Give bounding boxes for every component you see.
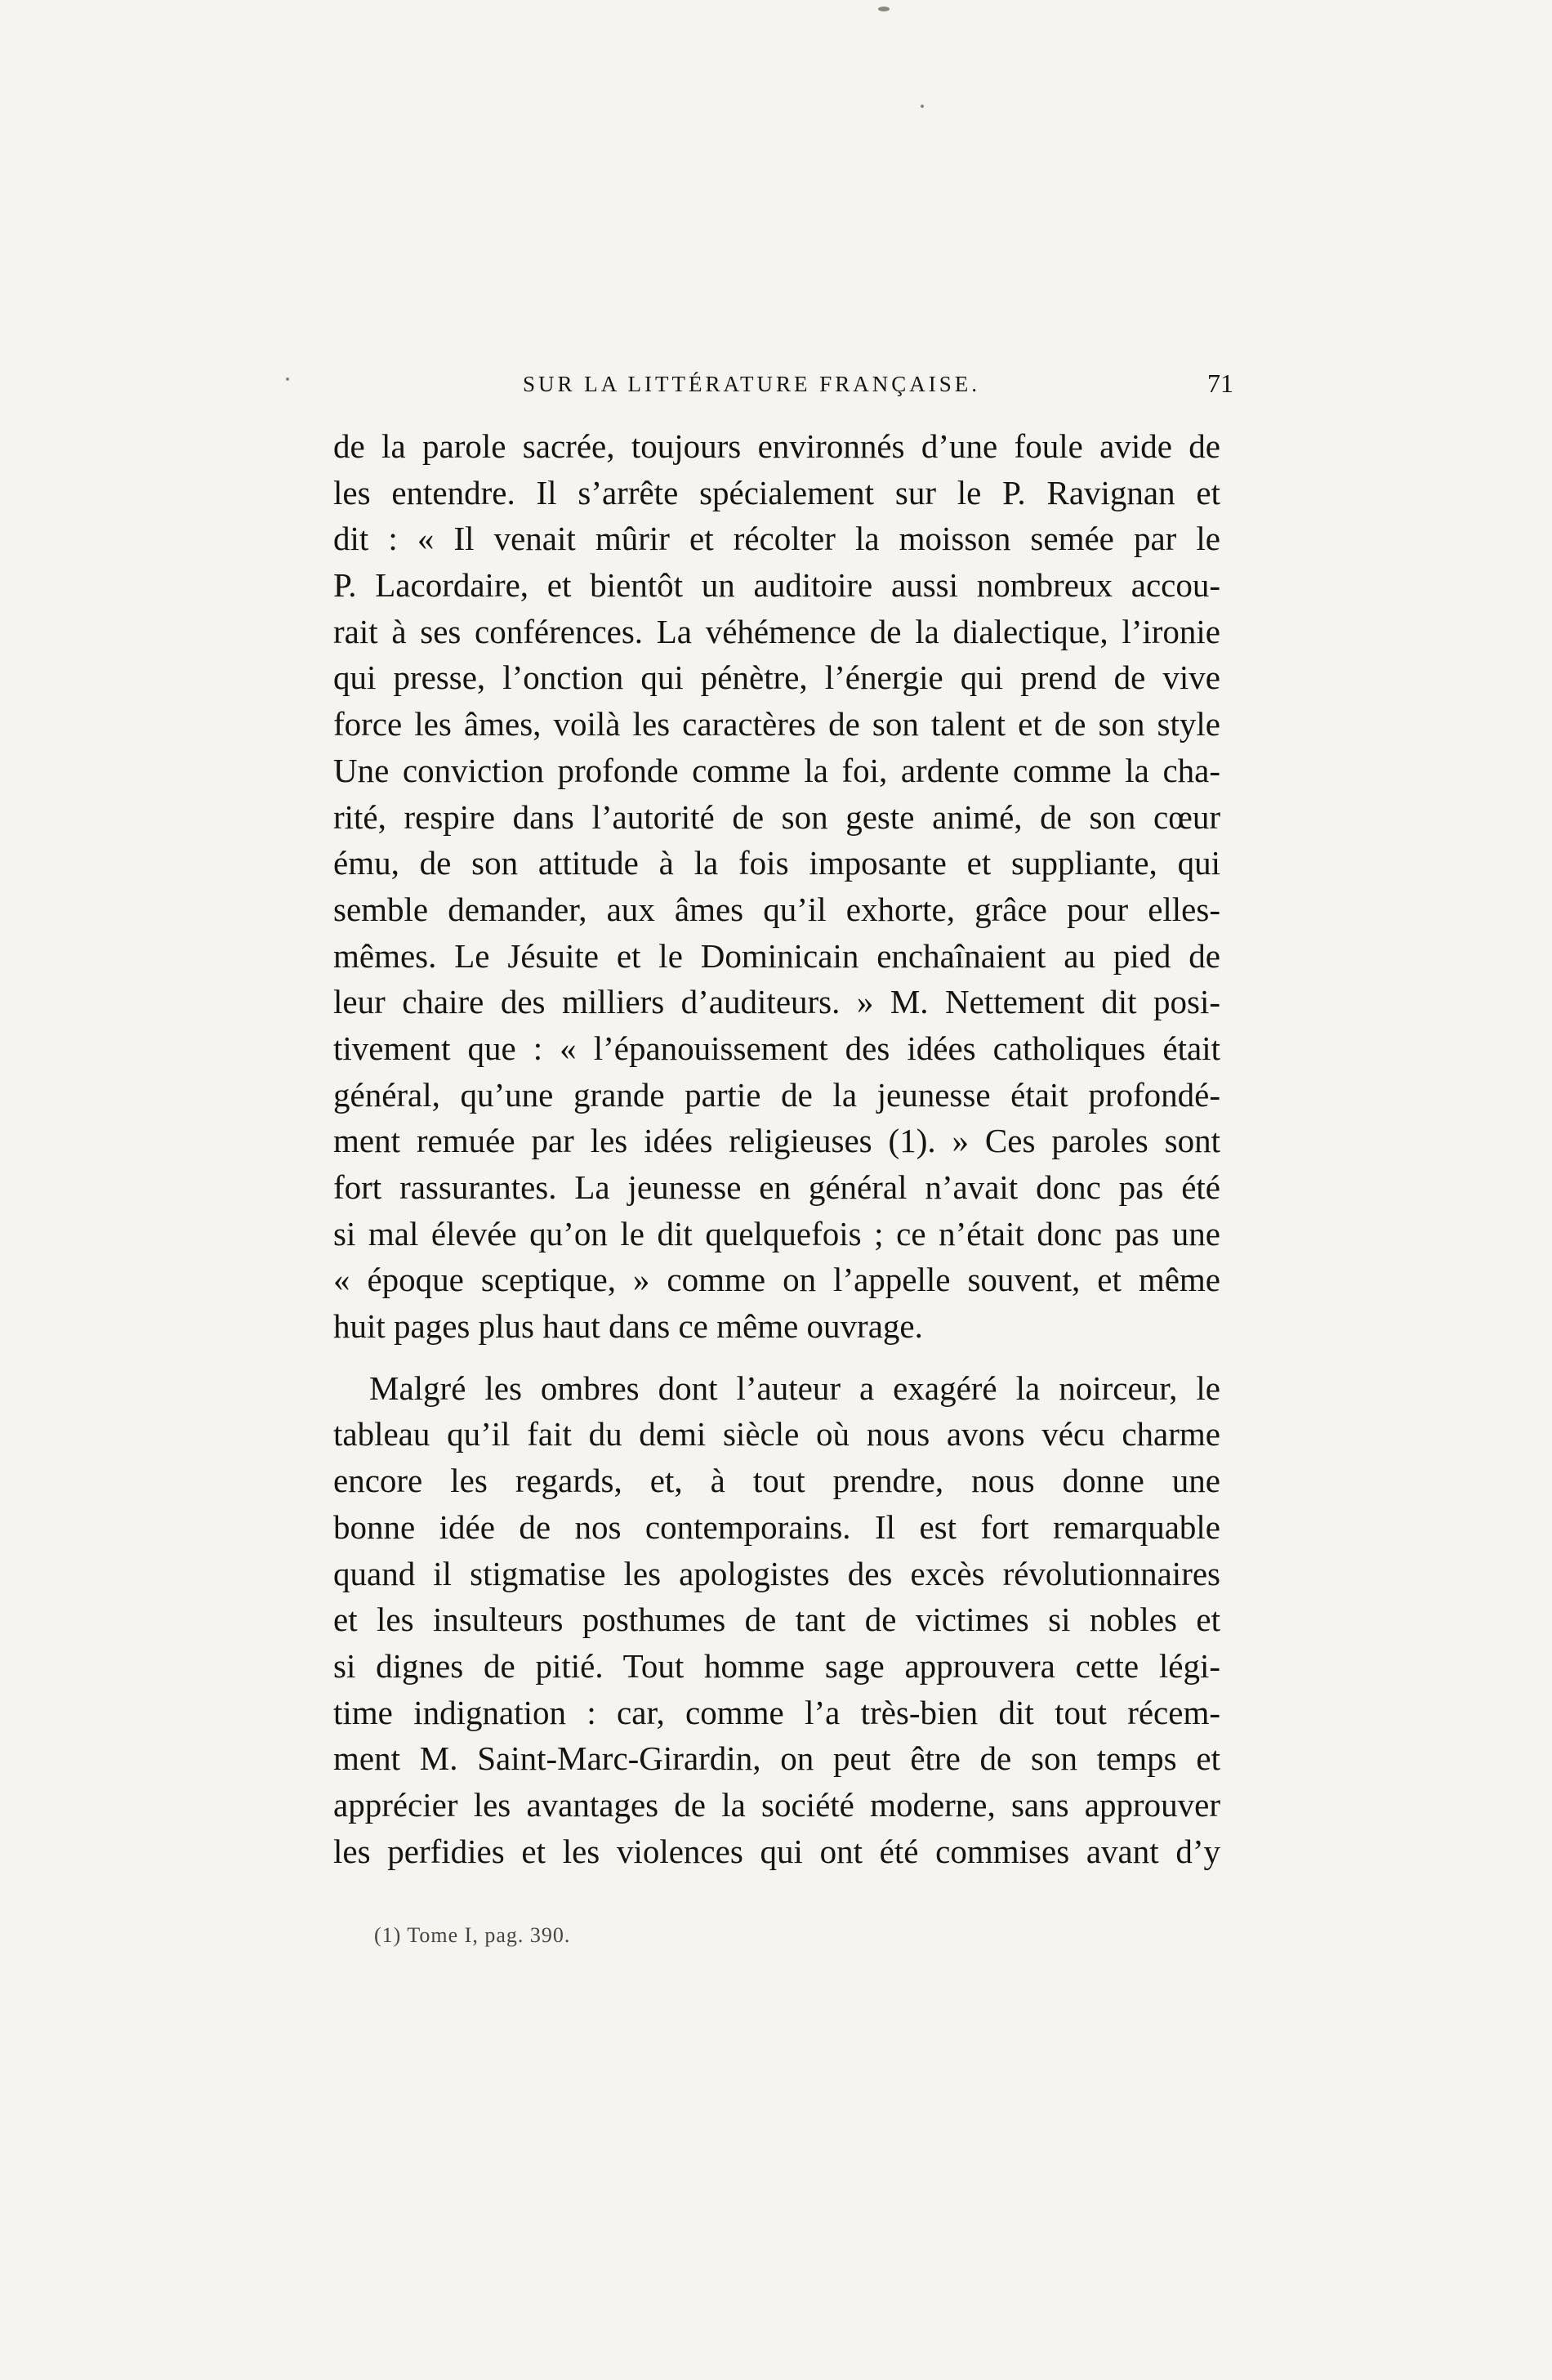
text-line: tivement que : « l’épanouissement des idées catholiques était xyxy=(333,1029,1220,1067)
text-line: dit : « Il venait mûrir et récolter la moisson semée par le xyxy=(333,520,1220,558)
text-line: tableau qu’il fait du demi siècle où nous avons vécu charme xyxy=(333,1415,1220,1453)
text-line: ment M. Saint-Marc-Girardin, on peut être de son temps et xyxy=(333,1739,1220,1778)
text-line: « époque sceptique, » comme on l’appelle souvent, et même xyxy=(333,1261,1220,1299)
text-line: time indignation : car, comme l’a très-bien dit tout récem- xyxy=(333,1693,1220,1731)
text-line: de la parole sacrée, toujours environnés d’une foule avide de xyxy=(333,427,1220,465)
text-line: ému, de son attitude à la fois imposante et suppliante, qui xyxy=(333,844,1220,882)
text-line: et les insulteurs posthumes de tant de victimes si nobles et xyxy=(333,1601,1220,1639)
text-line: qui presse, l’onction qui pénètre, l’énergie qui prend de vive xyxy=(333,659,1220,697)
text-line: leur chaire des milliers d’auditeurs. » M. Nettement dit posi- xyxy=(333,983,1220,1021)
scan-speck xyxy=(286,377,289,381)
text-line: force les âmes, voilà les caractères de son talent et de son style xyxy=(333,705,1220,743)
text-line: encore les regards, et, à tout prendre, nous donne une xyxy=(333,1462,1220,1500)
text-line: mêmes. Le Jésuite et le Dominicain enchaînaient au pied de xyxy=(333,936,1220,975)
text-line: général, qu’une grande partie de la jeunesse était profondé- xyxy=(333,1075,1220,1114)
text-line: ment remuée par les idées religieuses (1). » Ces paroles sont xyxy=(333,1122,1220,1160)
text-line: bonne idée de nos contemporains. Il est fort remarquable xyxy=(333,1507,1220,1546)
text-line: les entendre. Il s’arrête spécialement sur le P. Ravignan et xyxy=(333,473,1220,511)
text-line: rité, respire dans l’autorité de son geste animé, de son cœur xyxy=(333,797,1220,836)
text-line: les perfidies et les violences qui ont été commises avant d’y xyxy=(333,1832,1220,1870)
scan-speck xyxy=(921,105,924,108)
text-line: Une conviction profonde comme la foi, ardente comme la cha- xyxy=(333,751,1220,789)
body-text xyxy=(333,423,1220,1874)
text-line: huit pages plus haut dans ce même ouvrage. xyxy=(333,1307,923,1346)
running-head xyxy=(327,368,1233,413)
text-line: rait à ses conférences. La véhémence de la dialectique, l’ironie xyxy=(333,612,1220,650)
text-line: fort rassurantes. La jeunesse en général n’avait donc pas été xyxy=(333,1168,1220,1206)
running-title: SUR LA LITTÉRATURE FRANÇAISE. xyxy=(522,372,981,396)
text-line: semble demander, aux âmes qu’il exhorte, grâce pour elles- xyxy=(333,890,1220,928)
scan-speck xyxy=(878,7,890,11)
text-line: si dignes de pitié. Tout homme sage approuvera cette légi- xyxy=(333,1646,1220,1685)
text-line: Malgré les ombres dont l’auteur a exagéré la noirceur, le xyxy=(369,1369,1220,1407)
paragraph xyxy=(333,423,1220,1350)
text-line: apprécier les avantages de la société moderne, sans approuver xyxy=(333,1785,1220,1824)
paragraph xyxy=(333,1365,1220,1875)
text-line: P. Lacordaire, et bientôt un auditoire aussi nombreux accou- xyxy=(333,566,1220,605)
text-line: si mal élevée qu’on le dit quelquefois ; ce n’était donc pas une xyxy=(333,1214,1220,1253)
footnote: (1) Tome I, pag. 390. xyxy=(374,1923,571,1947)
text-line: quand il stigmatise les apologistes des excès révolutionnaires xyxy=(333,1554,1220,1592)
page-number: 71 xyxy=(1207,368,1233,398)
